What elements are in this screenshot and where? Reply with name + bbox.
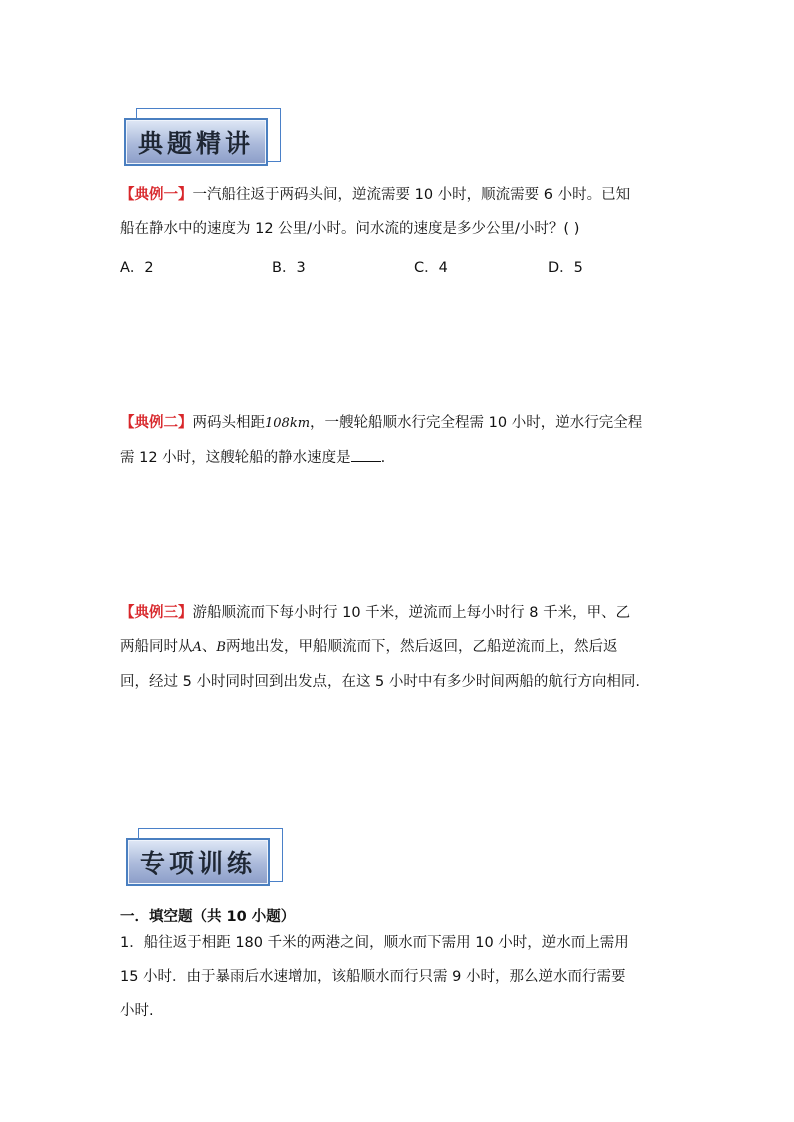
question-1 <box>120 926 680 1028</box>
example-1-line-1: 【典例一】一汽船往返于两码头间，逆流需要 10 小时，顺流需要 6 小时。已知 <box>120 187 631 203</box>
banner-plate <box>124 118 268 166</box>
question-1-line-3: 小时. <box>120 1003 154 1019</box>
banner-plate <box>126 838 270 886</box>
question-1-line-2: 15 小时．由于暴雨后水速增加，该船顺水而行只需 9 小时，那么逆水而行需要 <box>120 969 626 985</box>
answer-blank <box>351 447 381 462</box>
example-3 <box>120 596 680 699</box>
section-banner-typical-examples <box>124 108 280 164</box>
example-3-line-1: 【典例三】游船顺流而下每小时行 10 千米，逆流而上每小时行 8 千米，甲、乙 <box>120 605 631 621</box>
example-2-line-2: 需 12 小时，这艘轮船的静水速度是 . <box>120 441 680 475</box>
question-1-line-1: 1．船往返于相距 180 千米的两港之间，顺水而下需用 10 小时，逆水而上需用 <box>120 935 629 951</box>
example-3-line-3: 回，经过 5 小时同时回到出发点，在这 5 小时中有多少时间两船的航行方向相同. <box>120 674 640 690</box>
example-1-line-2: 船在静水中的速度为 12 公里/小时。问水流的速度是多少公里/小时？( ) <box>120 221 580 237</box>
distance-math: 108km <box>265 416 311 431</box>
example-1 <box>120 178 680 246</box>
option-a: A．2 <box>120 260 154 276</box>
example-1-tag: 【典例一】 <box>120 187 193 203</box>
example-3-tag: 【典例三】 <box>120 605 193 621</box>
point-a-math: A <box>192 640 202 655</box>
section-banner-special-training <box>126 828 282 884</box>
banner-title: 专项训练 <box>139 849 256 878</box>
example-2-tag: 【典例二】 <box>120 415 193 431</box>
banner-title: 典题精讲 <box>137 129 254 158</box>
option-b: B．3 <box>272 260 306 276</box>
point-b-math: B <box>216 640 226 655</box>
option-c: C．4 <box>414 260 448 276</box>
example-2 <box>120 406 680 475</box>
option-d: D．5 <box>548 260 583 276</box>
example-2-line-1: 【典例二】两码头相距108km，一艘轮船顺水行完全程需 10 小时，逆水行完全程 <box>120 415 643 431</box>
example-3-line-2: 两船同时从A、B两地出发，甲船顺流而下，然后返回，乙船逆流而上，然后返 <box>120 639 618 655</box>
section-heading: 一．填空题（共 10 小题） <box>120 909 296 925</box>
